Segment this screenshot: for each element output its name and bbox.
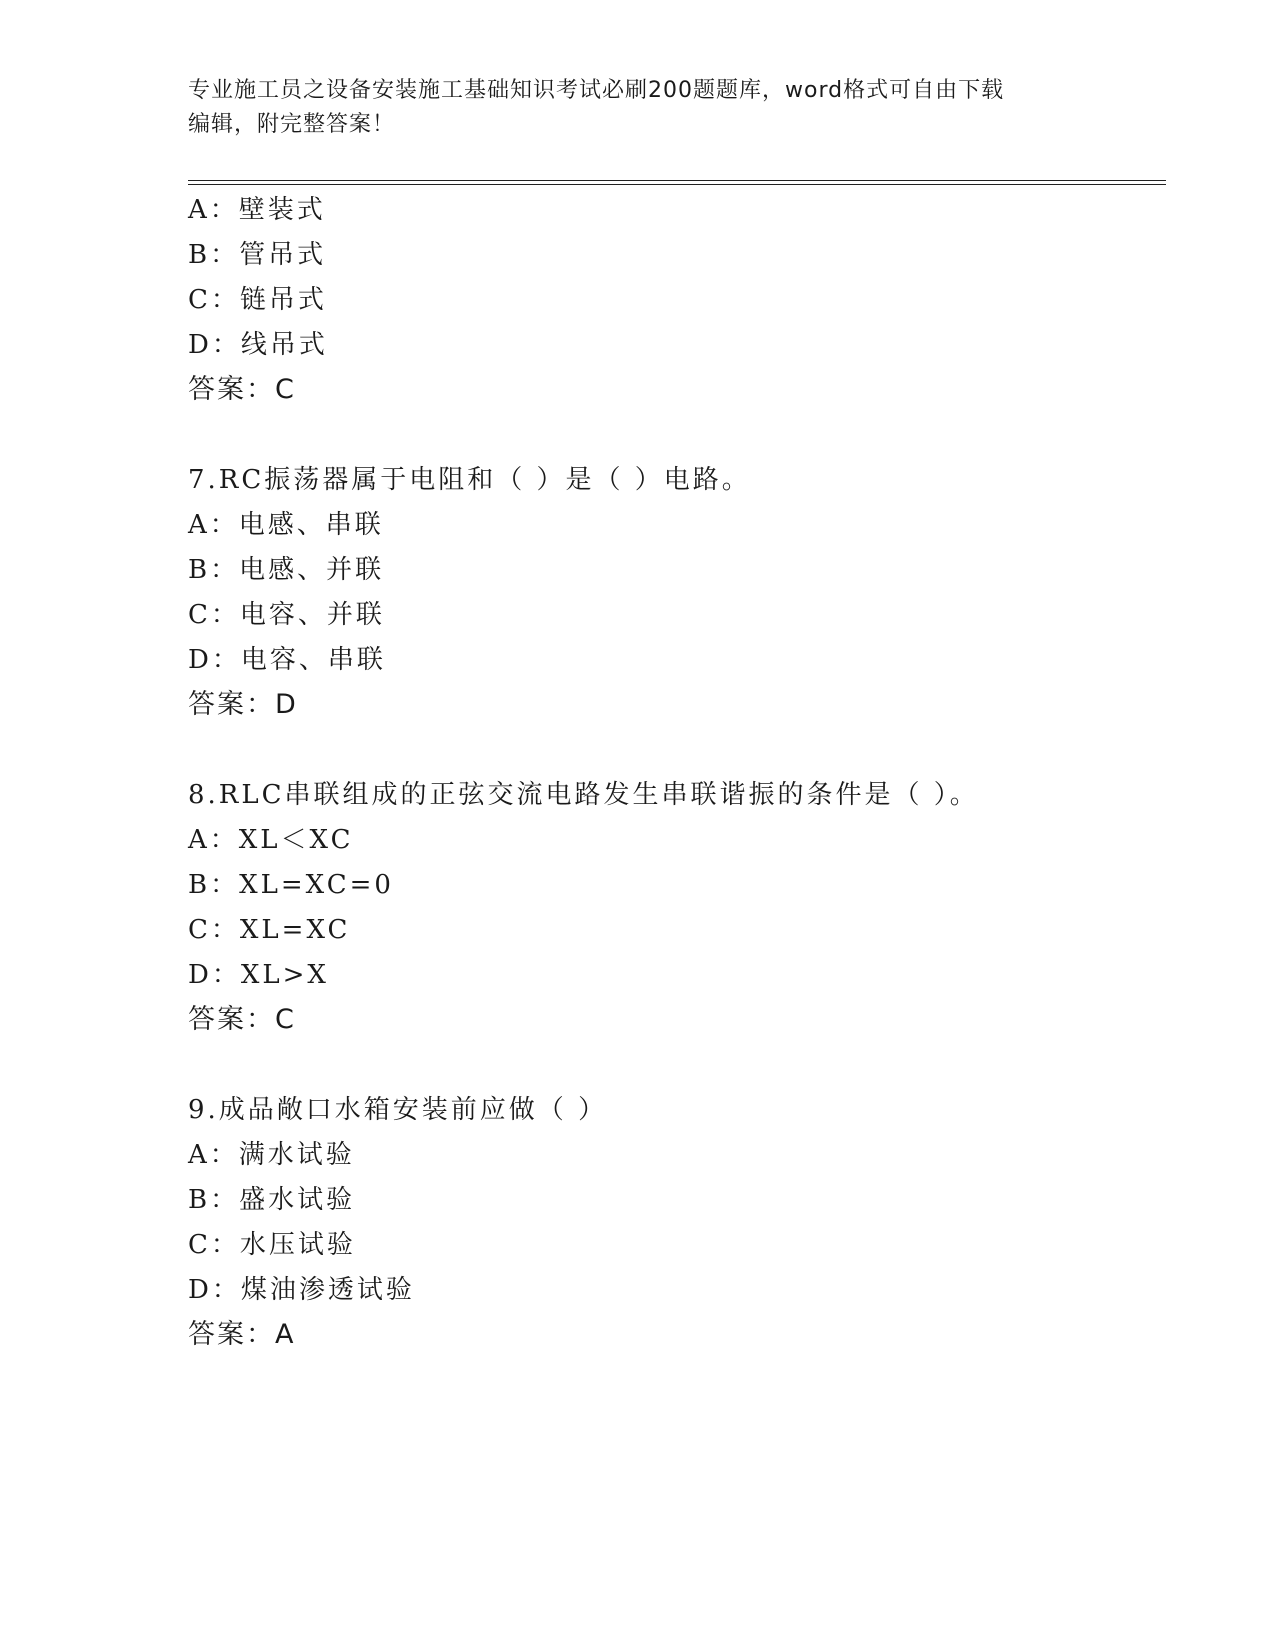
q7-option-b: B：电感、并联 [188, 555, 385, 585]
q6-answer: 答案：C [188, 374, 296, 405]
q8-answer: 答案：C [188, 1004, 296, 1035]
q9-option-d: D：煤油渗透试验 [188, 1275, 415, 1305]
page-header [188, 74, 1068, 142]
header-rule-bottom [188, 184, 1166, 185]
q7-answer: 答案：D [188, 689, 298, 720]
header-line-2: 编辑，附完整答案！ [188, 112, 396, 137]
q8-option-b: B：XL=XC=0 [188, 870, 394, 900]
q8-question: 8.RLC串联组成的正弦交流电路发生串联谐振的条件是（ ）。 [188, 780, 979, 810]
q6-option-a: A：壁装式 [188, 195, 326, 225]
q7-option-a: A：电感、串联 [188, 510, 384, 540]
q7-option-d: D：电容、串联 [188, 645, 386, 675]
q9-answer: 答案：A [188, 1319, 296, 1350]
q9-option-a: A：满水试验 [188, 1140, 355, 1170]
q9-option-c: C：水压试验 [188, 1230, 356, 1260]
header-rule-top [188, 180, 1166, 181]
header-line-1: 专业施工员之设备安装施工基础知识考试必刷200题题库，word格式可自由下载 [188, 78, 1005, 103]
q8-option-a: A：XL＜XC [188, 825, 354, 855]
q6-option-c: C：链吊式 [188, 285, 327, 315]
q9-question: 9.成品敞口水箱安装前应做（ ） [188, 1095, 608, 1125]
q7-option-c: C：电容、并联 [188, 600, 385, 630]
q8-option-c: C：XL=XC [188, 915, 351, 945]
q6-option-d: D：线吊式 [188, 330, 328, 360]
q6-option-b: B：管吊式 [188, 240, 327, 270]
q8-option-d: D：XL>X [188, 960, 329, 990]
q9-option-b: B：盛水试验 [188, 1185, 356, 1215]
q7-question: 7.RC振荡器属于电阻和（ ）是（ ）电路。 [188, 465, 751, 495]
